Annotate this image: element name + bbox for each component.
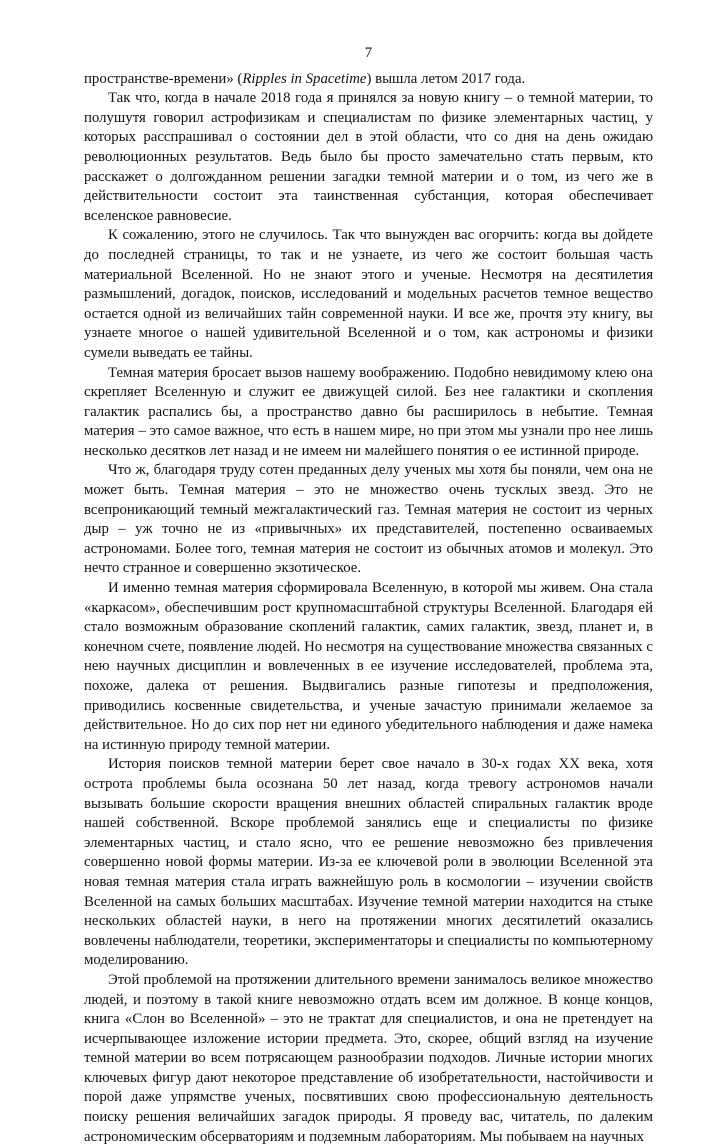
paragraph-5: Что ж, благодаря труду сотен преданных делу ученых мы хотя бы поняли, чем она не может быть. Темная материя – это не множество очень тусклых звезд. Это не всепроникающий темный межгалактический газ. Темная материя не состоит из черных дыр – уж точно не из «привычных» их представителей, постепенно осваиваемых астрономами. Более того, темная материя не состоит из обычных атомов и молекул. Это нечто странное и совершенно экзотическое. bbox=[84, 462, 653, 577]
paragraph-1-text-after: ) вышла летом 2017 года. bbox=[366, 70, 526, 87]
paragraph-1 bbox=[84, 70, 653, 90]
paragraph-8: Этой проблемой на протяжении длительного времени занималось великое множество людей, и поэтому в такой книге невозможно отдать всем им должное. В конце концов, книга «Слон во Вселенной» – это не трактат для специалистов, и она не претендует на исчерпывающее изложение истории предмета. Это, скорее, общий взгляд на изучение темной материи во всем потрясающем разнообразии подходов. Личные истории многих ключевых фигур дают некоторое представление об изобретательности, настойчивости и порой даже упрямстве ученых, посвятивших свою профессиональную деятельность поиску решения величайших загадок природы. Я проведу вас, читатель, по далеким астрономическим обсерваториям и подземным лабораториям. Мы побываем на научных bbox=[84, 971, 653, 1145]
paragraph-6: И именно темная материя сформировала Вселенную, в которой мы живем. Она стала «каркасом», обеспечившим рост крупномасштабной структуры Вселенной. Благодаря ей стало возможным образование скоплений галактик, самих галактик, звезд, планет и, в конечном счете, появление людей. Но несмотря на существование множества связанных с нею научных дисциплин и вовлеченных в ее изучение исследователей, проблема эта, похоже, далека от решения. Выдвигались разные гипотезы и предположения, приводились косвенные свидетельства, и ученые зачастую принимали желаемое за действительное. Но до сих пор нет ни единого убедительного наблюдения и даже намека на истинную природу темной материи. bbox=[84, 580, 653, 753]
page-number: 7 bbox=[364, 45, 373, 61]
paragraph-4: Темная материя бросает вызов нашему воображению. Подобно невидимому клею она скрепляет Вселенную и служит ее движущей силой. Без нее галактики и скопления галактик распались бы, а пространство давно бы расширилось в небытие. Темная материя – это самое важное, что есть в нашем мире, но при этом мы узнали про нее лишь несколько десятков лет назад и не имеем ни малейшего понятия о ее истинной природе. bbox=[84, 364, 653, 459]
paragraph-1-text-before: пространстве-времени» ( bbox=[84, 70, 243, 87]
book-title-italic: Ripples in Spacetime bbox=[242, 70, 367, 87]
paragraph-7: История поисков темной материи берет свое начало в 30-х годах XX века, хотя острота проблемы была осознана 50 лет назад, когда тревогу астрономов начали вызывать большие скорости вращения внешних областей спиральных галактик вроде нашей собственной. Вскоре проблемой занялись еще и специалисты по физике элементарных частиц, и стало ясно, что ее решение невозможно без привлечения совершенно новой формы материи. Из-за ее ключевой роли в эволюции Вселенной эта новая темная материя стала играть важнейшую роль в космологии – изучении свойств Вселенной на самых больших масштабах. Изучение темной материи находится на стыке нескольких областей науки, в него на протяжении многих десятилетий оказались вовлечены наблюдатели, теоретики, экспериментаторы и специалисты по компьютерному моделированию. bbox=[84, 756, 653, 969]
paragraph-2: Так что, когда в начале 2018 года я принялся за новую книгу – о темной материи, то полушутя говорил астрофизикам и специалистам по физике элементарных частиц, у которых расспрашивал о состоянии дел в этой области, что со дня на день ожидаю революционных результатов. Ведь было бы просто замечательно стать первым, кто расскажет о долгожданном решении загадки темной материи и о том, из чего же в действительности состоит эта таинственная субстанция, которая обеспечивает вселенское равновесие. bbox=[84, 90, 653, 224]
paragraph-3: К сожалению, этого не случилось. Так что вынужден вас огорчить: когда вы дойдете до последней страницы, то так и не узнаете, из чего же состоит большая часть материальной Вселенной. Но не знают этого и ученые. Несмотря на десятилетия размышлений, догадок, поисков, исследований и модельных расчетов темное вещество остается одной из величайших тайн современной науки. И все же, прочтя эту книгу, вы узнаете многое о нашей удивительной Вселенной и о том, как астрономы и физики сумели выведать ее тайны. bbox=[84, 227, 653, 361]
